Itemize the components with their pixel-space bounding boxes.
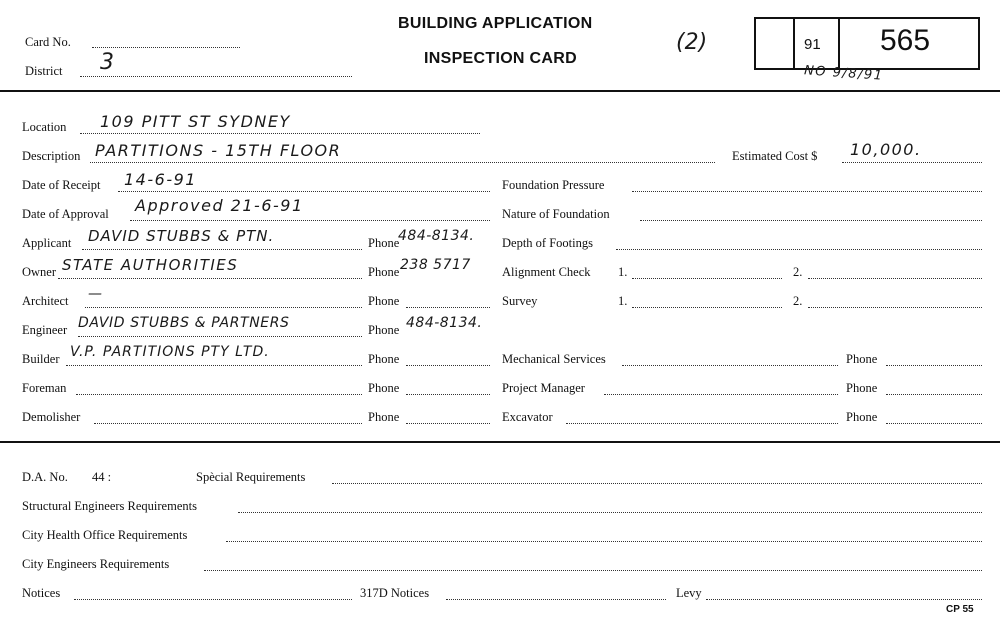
builder-label: Builder: [22, 352, 60, 366]
demolisher-label: Demolisher: [22, 410, 81, 424]
notices-dots: [74, 599, 352, 600]
city-eng-dots: [204, 570, 982, 571]
description-dots: [90, 162, 715, 163]
engineer-dots: [78, 336, 362, 337]
foreman-label: Foreman: [22, 381, 67, 395]
box-divider-1: [793, 17, 795, 68]
architect-label: Architect: [22, 294, 69, 308]
box-small-number: 91: [804, 36, 821, 53]
notices-317d-label: 317D Notices: [360, 586, 430, 600]
foundation-pressure-dots: [632, 191, 982, 192]
mechanical-phone-dots: [886, 365, 982, 366]
architect-value: —: [88, 286, 104, 302]
demolisher-dots: [94, 423, 362, 424]
nature-foundation-dots: [640, 220, 982, 221]
nature-foundation-label: Nature of Foundation: [502, 207, 610, 221]
card-no-label: Card No.: [25, 35, 71, 49]
mechanical-phone-label: Phone: [846, 352, 878, 366]
description-value: PARTITIONS - 15TH FLOOR: [95, 141, 342, 160]
date-receipt-value: 14-6-91: [124, 170, 197, 189]
demolisher-phone-dots: [406, 423, 490, 424]
middle-rule: [0, 441, 1000, 443]
date-receipt-label: Date of Receipt: [22, 178, 101, 192]
engineer-label: Engineer: [22, 323, 68, 337]
card-no-dots: [92, 47, 240, 48]
box-large-number: 565: [880, 24, 931, 57]
estimated-cost-value: 10,000.: [850, 140, 922, 159]
owner-label: Owner: [22, 265, 57, 279]
health-label: City Health Office Requirements: [22, 528, 188, 542]
survey-dots2: [808, 307, 982, 308]
title-line2: INSPECTION CARD: [424, 50, 577, 67]
card-number-box: [754, 17, 980, 70]
alignment-num2: 2.: [793, 265, 803, 279]
engineer-value: DAVID STUBBS & PARTNERS: [78, 315, 290, 331]
da-no-label: D.A. No.: [22, 470, 68, 484]
owner-value: STATE AUTHORITIES: [62, 256, 239, 274]
mechanical-dots: [622, 365, 838, 366]
builder-phone-label: Phone: [368, 352, 400, 366]
survey-num1: 1.: [618, 294, 628, 308]
da-no-value: 44 :: [92, 470, 112, 484]
alignment-check-label: Alignment Check: [502, 265, 591, 279]
excavator-label: Excavator: [502, 410, 553, 424]
date-approval-label: Date of Approval: [22, 207, 109, 221]
notices-label: Notices: [22, 586, 61, 600]
foreman-dots: [76, 394, 362, 395]
architect-phone-dots: [406, 307, 490, 308]
alignment-num1: 1.: [618, 265, 628, 279]
location-dots: [80, 133, 480, 134]
foreman-phone-dots: [406, 394, 490, 395]
form-code: CP 55: [946, 604, 974, 615]
excavator-phone-label: Phone: [846, 410, 878, 424]
special-req-dots: [332, 483, 982, 484]
foundation-pressure-label: Foundation Pressure: [502, 178, 605, 192]
header-rule: [0, 90, 1000, 92]
health-dots: [226, 541, 982, 542]
city-eng-label: City Engineers Requirements: [22, 557, 170, 571]
engineer-phone: 484-8134.: [406, 315, 483, 331]
title-line1: BUILDING APPLICATION: [398, 15, 593, 32]
owner-dots: [58, 278, 362, 279]
special-req-label: Spècial Requirements: [196, 470, 306, 484]
estimated-cost-dots: [842, 162, 982, 163]
district-value: 3: [100, 50, 116, 75]
applicant-dots: [82, 249, 362, 250]
structural-dots: [238, 512, 982, 513]
survey-dots1: [632, 307, 782, 308]
circled-number: (2): [676, 30, 708, 55]
excavator-dots: [566, 423, 838, 424]
location-value: 109 PITT ST SYDNEY: [100, 112, 291, 131]
description-label: Description: [22, 149, 81, 163]
builder-dots: [66, 365, 362, 366]
project-manager-dots: [604, 394, 838, 395]
project-manager-phone-label: Phone: [846, 381, 878, 395]
levy-dots: [706, 599, 982, 600]
note-below-box: NO 9/8/91: [803, 63, 884, 84]
structural-label: Structural Engineers Requirements: [22, 499, 197, 513]
date-approval-dots: [130, 220, 490, 221]
date-approval-value: Approved 21-6-91: [135, 196, 304, 215]
applicant-phone-label: Phone: [368, 236, 400, 250]
district-dots: [80, 76, 352, 77]
applicant-value: DAVID STUBBS & PTN.: [88, 227, 275, 245]
foreman-phone-label: Phone: [368, 381, 400, 395]
box-divider-2: [838, 17, 840, 68]
date-receipt-dots: [118, 191, 490, 192]
depth-footings-label: Depth of Footings: [502, 236, 593, 250]
applicant-label: Applicant: [22, 236, 72, 250]
applicant-phone: 484-8134.: [398, 228, 475, 244]
district-label: District: [25, 64, 63, 78]
survey-num2: 2.: [793, 294, 803, 308]
owner-phone-label: Phone: [368, 265, 400, 279]
survey-label: Survey: [502, 294, 538, 308]
mechanical-label: Mechanical Services: [502, 352, 606, 366]
architect-phone-label: Phone: [368, 294, 400, 308]
levy-label: Levy: [676, 586, 702, 600]
builder-value: V.P. PARTITIONS PTY LTD.: [70, 344, 270, 360]
alignment-dots1: [632, 278, 782, 279]
alignment-dots2: [808, 278, 982, 279]
engineer-phone-label: Phone: [368, 323, 400, 337]
architect-dots: [85, 307, 362, 308]
project-manager-label: Project Manager: [502, 381, 585, 395]
estimated-cost-label: Estimated Cost $: [732, 149, 818, 163]
demolisher-phone-label: Phone: [368, 410, 400, 424]
builder-phone-dots: [406, 365, 490, 366]
excavator-phone-dots: [886, 423, 982, 424]
project-manager-phone-dots: [886, 394, 982, 395]
depth-footings-dots: [616, 249, 982, 250]
owner-phone: 238 5717: [400, 257, 471, 273]
notices-317d-dots: [446, 599, 666, 600]
location-label: Location: [22, 120, 67, 134]
